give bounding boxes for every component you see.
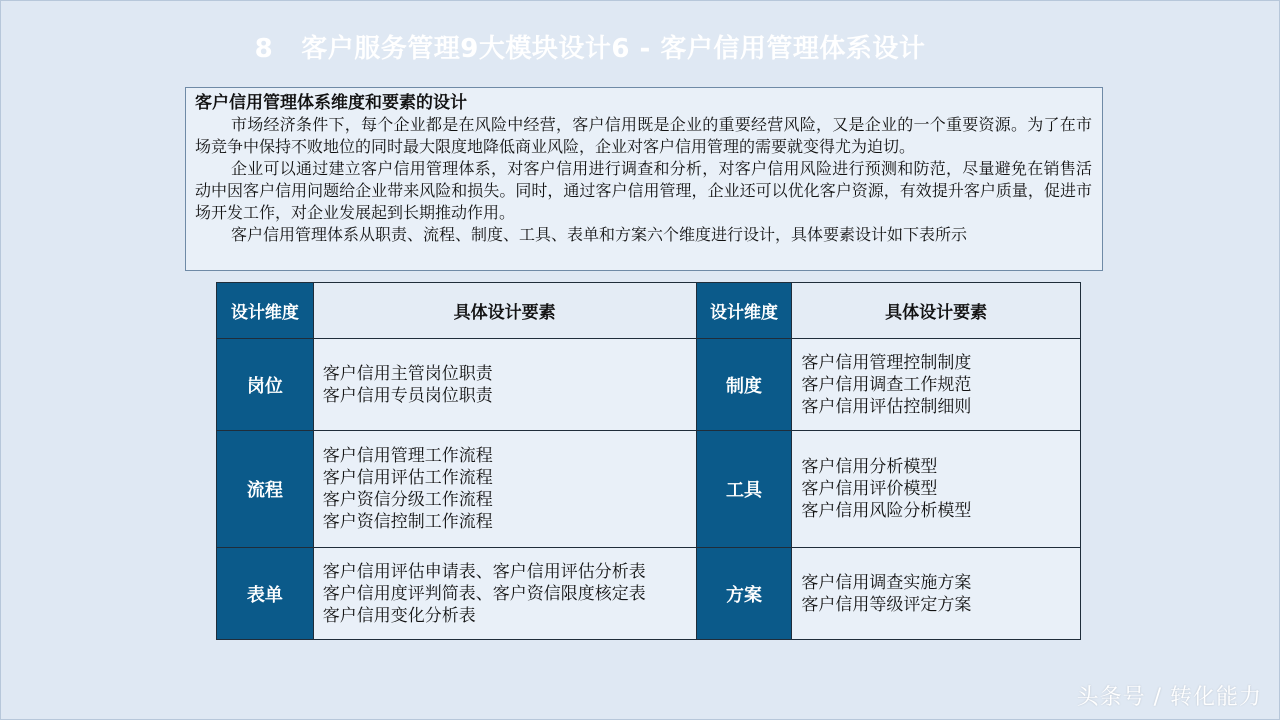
elements-cell [792,548,1081,640]
table-row [217,548,1081,640]
element-item: 客户信用分析模型 [801,457,938,477]
dimension-cell: 表单 [217,548,314,640]
element-item: 客户信用评估申请表、客户信用评估分析表 [322,561,646,582]
element-item: 客户信用专员岗位职责 [322,385,493,406]
table-row [217,339,1081,431]
elements-cell [313,431,696,548]
element-item: 客户信用度评判简表、客户资信限度核定表 [322,583,646,604]
element-item: 客户信用调查工作规范 [801,374,972,395]
element-item: 客户资信分级工作流程 [322,490,493,510]
intro-paragraph: 市场经济条件下，每个企业都是在风险中经营，客户信用既是企业的重要经营风险，又是企业的一个重要资源。为了在市场竞争中保持不败地位的同时最大限度地降低商业风险，企业对客户信用管理的需要就变得尤为迫切。 [195,115,1092,156]
element-item: 客户信用管理工作流程 [322,446,493,466]
element-item: 客户信用评估工作流程 [322,468,493,488]
header-elements: 具体设计要素 [792,283,1081,339]
dimension-cell: 流程 [217,431,314,548]
slide-title [0,28,1180,65]
elements-cell [792,431,1081,548]
element-item: 客户信用调查实施方案 [801,572,972,593]
dimension-cell: 方案 [696,548,792,640]
table-row [217,431,1081,548]
element-item: 客户资信控制工作流程 [322,512,493,532]
intro-paragraph: 客户信用管理体系从职责、流程、制度、工具、表单和方案六个维度进行设计，具体要素设计如下表所示 [231,225,968,244]
design-elements-table [216,282,1081,640]
header-dimension: 设计维度 [696,283,792,339]
element-item: 客户信用管理控制制度 [801,352,972,373]
element-item: 客户信用评估控制细则 [801,396,972,417]
element-item: 客户信用风险分析模型 [801,501,972,521]
slide-title-number: 8 [254,34,274,64]
table-header-row [217,283,1081,339]
element-item: 客户信用变化分析表 [322,605,476,626]
watermark: 头条号 / 转化能力 [1076,685,1262,710]
element-item: 客户信用等级评定方案 [801,594,972,615]
header-elements: 具体设计要素 [313,283,696,339]
element-item: 客户信用主管岗位职责 [322,363,493,384]
slide-title-text: 客户服务管理9大模块设计6 - 客户信用管理体系设计 [301,34,926,64]
intro-paragraph: 企业可以通过建立客户信用管理体系，对客户信用进行调查和分析，对客户信用风险进行预测和防范，尽量避免在销售活动中因客户信用问题给企业带来风险和损失。同时，通过客户信用管理，企业还可以优化客户资源，有效提升客户质量，促进市场开发工作，对企业发展起到长期推动作用。 [195,159,1092,222]
intro-textbox [185,87,1103,271]
intro-heading: 客户信用管理体系维度和要素的设计 [195,93,467,113]
header-dimension: 设计维度 [217,283,314,339]
dimension-cell: 制度 [696,339,792,431]
dimension-cell: 工具 [696,431,792,548]
elements-cell [313,548,696,640]
element-item: 客户信用评价模型 [801,479,938,499]
elements-cell [313,339,696,431]
dimension-cell: 岗位 [217,339,314,431]
elements-cell [792,339,1081,431]
